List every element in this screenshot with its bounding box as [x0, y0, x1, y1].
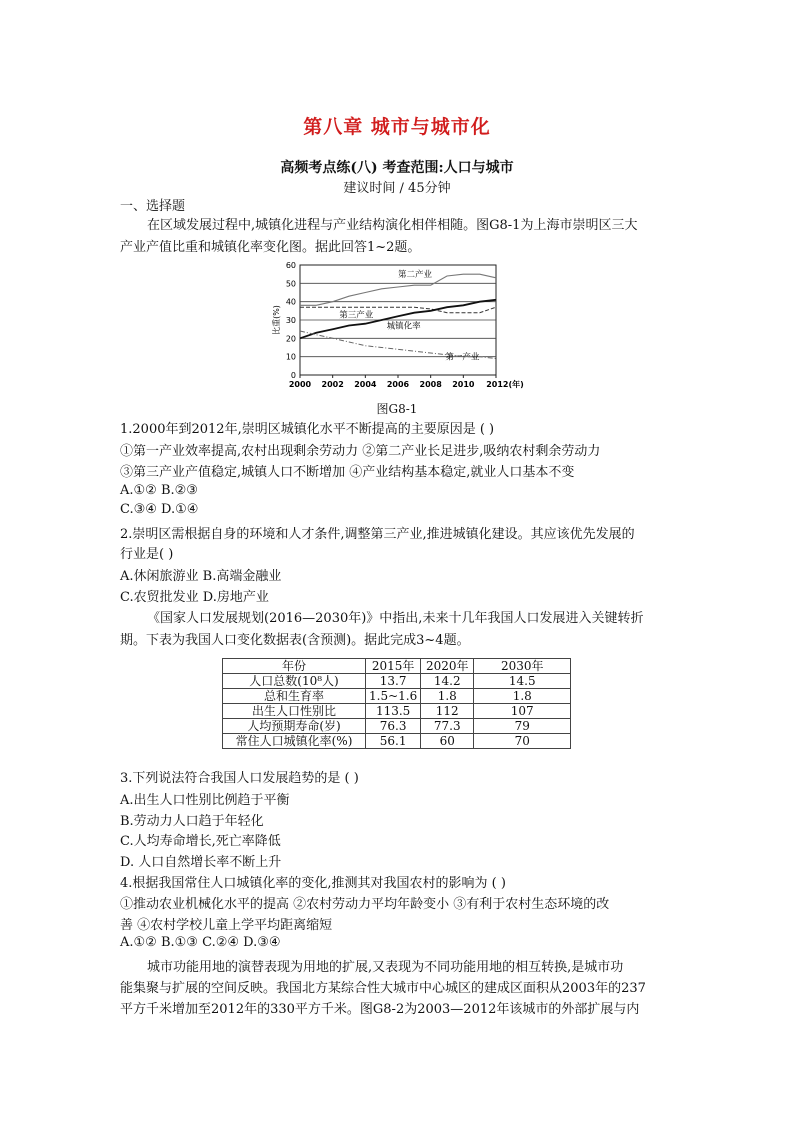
x-tick-label: 2012(年)	[486, 380, 524, 389]
table-cell: 1.8	[474, 689, 571, 704]
population-table	[222, 658, 571, 749]
x-tick-label: 2008	[419, 380, 442, 389]
q2-stem-2: 行业是( )	[120, 547, 174, 562]
table-header-cell: 年份	[223, 659, 366, 674]
table-cell: 56.1	[366, 734, 421, 749]
x-tick-label: 2010	[452, 380, 475, 389]
line-chart-g8-1	[268, 258, 524, 393]
table-cell: 113.5	[366, 704, 421, 719]
table-cell: 总和生育率	[223, 689, 366, 704]
table-cell: 79	[474, 719, 571, 734]
table-cell: 107	[474, 704, 571, 719]
q1-choices-1: ①第一产业效率提高,农村出现剩余劳动力 ②第二产业长足进步,吸纳农村剩余劳动力	[120, 444, 601, 459]
y-tick-label: 30	[285, 316, 296, 325]
table-cell: 14.5	[474, 674, 571, 689]
table-row	[223, 734, 571, 749]
table-header-cell: 2015年	[366, 659, 421, 674]
chart-caption: 图G8-1	[376, 402, 418, 416]
y-tick-label: 40	[285, 297, 296, 307]
intro1-line2: 产业产值比重和城镇化率变化图。据此回答1~2题。	[120, 240, 421, 255]
table-header-cell: 2030年	[474, 659, 571, 674]
intro2-line2: 期。下表为我国人口变化数据表(含预测)。据此完成3~4题。	[120, 633, 470, 648]
intro2-line1: 《国家人口发展规划(2016—2030年)》中指出,未来十几年我国人口发展进入关键转折	[147, 611, 644, 626]
table-cell: 112	[421, 704, 474, 719]
practice-subtitle: 高频考点练(八) 考查范围:人口与城市	[280, 160, 514, 176]
intro3-line3: 平方千米增加至2012年的330平方千米。图G8-2为2003—2012年该城市的外部扩展与内	[120, 1002, 640, 1017]
q3-stem: 3.下列说法符合我国人口发展趋势的是 ( )	[120, 771, 359, 786]
x-tick-label: 2002	[321, 380, 344, 389]
table-cell: 77.3	[421, 719, 474, 734]
series-label-urbanization-rate: 城镇化率	[386, 321, 421, 332]
y-tick-label: 0	[290, 371, 296, 380]
q2-options-ab[interactable]: A.休闲旅游业 B.高端金融业	[120, 569, 282, 584]
q4-options[interactable]: A.①② B.①③ C.②④ D.③④	[120, 935, 281, 950]
q1-options-ab[interactable]: A.①② B.②③	[120, 483, 198, 498]
table-row	[223, 689, 571, 704]
q4-choices-2: 善 ④农村学校儿童上学平均距离缩短	[120, 918, 333, 933]
intro3-line1: 城市功能用地的演替表现为用地的扩展,又表现为不同功能用地的相互转换,是城市功	[147, 960, 624, 975]
table-cell: 60	[421, 734, 474, 749]
table-cell: 1.5~1.6	[366, 689, 421, 704]
table-cell: 人口总数(10⁸人)	[223, 674, 366, 689]
table-cell: 1.8	[421, 689, 474, 704]
table-row	[223, 719, 571, 734]
y-axis-label: 比重(%)	[272, 305, 281, 335]
q1-options-cd[interactable]: C.③④ D.①④	[120, 502, 199, 517]
table-cell: 70	[474, 734, 571, 749]
table-row	[223, 674, 571, 689]
y-tick-label: 60	[285, 261, 296, 270]
table-cell: 13.7	[366, 674, 421, 689]
q3-option-b[interactable]: B.劳动力人口趋于年轻化	[120, 814, 264, 829]
x-tick-label: 2000	[288, 380, 312, 389]
x-tick-label: 2006	[386, 380, 410, 389]
table-cell: 14.2	[421, 674, 474, 689]
y-tick-label: 50	[285, 279, 296, 289]
table-header-row	[223, 659, 571, 674]
intro3-line2: 能集聚与扩展的空间反映。我国北方某综合性大城市中心城区的建成区面积从2003年的237	[120, 981, 646, 996]
table-cell: 人均预期寿命(岁)	[223, 719, 366, 734]
q3-option-d[interactable]: D. 人口自然增长率不断上升	[120, 855, 282, 870]
series-label-secondary-industry: 第二产业	[398, 269, 433, 280]
q4-stem: 4.根据我国常住人口城镇化率的变化,推测其对我国农村的影响为 ( )	[120, 876, 506, 891]
y-tick-label: 20	[285, 334, 296, 344]
series-line-tertiary-industry	[300, 307, 496, 313]
q1-stem: 1.2000年到2012年,崇明区城镇化水平不断提高的主要原因是 ( )	[120, 422, 495, 437]
table-cell: 出生人口性别比	[223, 704, 366, 719]
q4-choices-1: ①推动农业机械化水平的提高 ②农村劳动力平均年龄变小 ③有利于农村生态环境的改	[120, 897, 610, 912]
chapter-title: 第八章 城市与城市化	[303, 116, 491, 138]
q3-option-a[interactable]: A.出生人口性别比例趋于平衡	[120, 793, 290, 808]
x-tick-label: 2004	[354, 380, 377, 389]
y-tick-label: 10	[285, 352, 296, 362]
table-cell: 76.3	[366, 719, 421, 734]
series-label-primary-industry: 第一产业	[445, 352, 480, 363]
table-row	[223, 704, 571, 719]
q1-choices-2: ③第三产业产值稳定,城镇人口不断增加 ④产业结构基本稳定,就业人口基本不变	[120, 465, 575, 480]
intro1-line1: 在区域发展过程中,城镇化进程与产业结构演化相伴相随。图G8-1为上海市崇明区三大	[147, 218, 638, 233]
q2-stem-1: 2.崇明区需根据自身的环境和人才条件,调整第三产业,推进城镇化建设。其应该优先发展的	[120, 527, 635, 542]
table-header-cell: 2020年	[421, 659, 474, 674]
section-heading: 一、选择题	[120, 199, 186, 214]
series-line-urbanization-rate	[300, 300, 496, 339]
table-cell: 常住人口城镇化率(%)	[223, 734, 366, 749]
series-label-tertiary-industry: 第三产业	[339, 310, 374, 321]
suggested-time: 建议时间 / 45分钟	[343, 181, 451, 196]
q2-options-cd[interactable]: C.农贸批发业 D.房地产业	[120, 590, 269, 605]
q3-option-c[interactable]: C.人均寿命增长,死亡率降低	[120, 834, 281, 849]
